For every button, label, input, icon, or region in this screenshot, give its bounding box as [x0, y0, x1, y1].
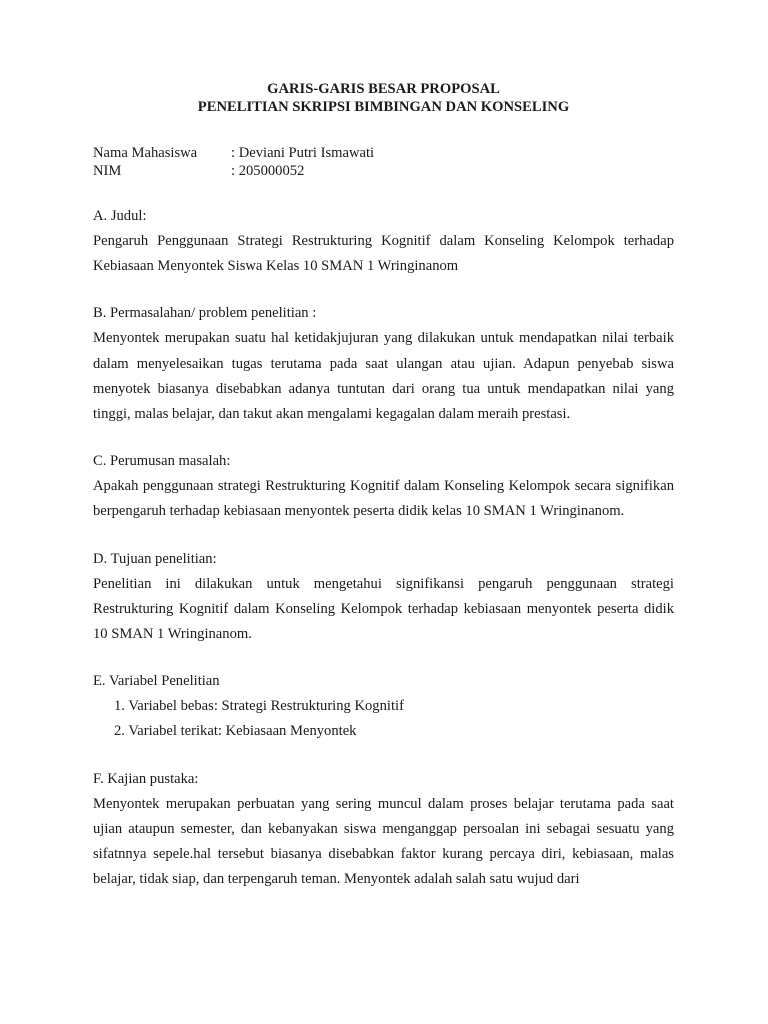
section-paragraph: Penelitian ini dilakukan untuk mengetahui signifikansi pengaruh penggunaan strategi Restrukturing Kognitif dalam Konseling Kelompok terhadap kebiasaan menyontek peserta didik 10 SMAN 1 Wringinanom.	[93, 575, 674, 643]
section-variabel	[93, 669, 674, 744]
list-item: 1. Variabel bebas: Strategi Restrukturing Kognitif	[114, 698, 404, 715]
section-kajian	[93, 767, 674, 893]
student-identity	[93, 144, 674, 180]
section-heading: E. Variabel Penelitian	[93, 673, 220, 690]
nim-value: : 205000052	[231, 163, 305, 179]
section-judul	[93, 204, 674, 279]
name-row	[93, 144, 674, 162]
section-paragraph: Menyontek merupakan suatu hal ketidakjujuran yang dilakukan untuk mendapatkan nilai terbaik dalam menyelesaikan tugas terutama pada saat ulangan atau ujian. Adapun penyebab siswa menyotek biasanya disebabkan adanya tuntutan dari orang tua untuk mendapatkan nilai yang tinggi, malas belajar, dan takut akan mengalami kegagalan dalam meraih prestasi.	[93, 330, 674, 423]
section-heading: C. Perumusan masalah:	[93, 453, 231, 470]
section-heading: A. Judul:	[93, 208, 147, 224]
section-heading: D. Tujuan penelitian:	[93, 550, 217, 567]
section-paragraph: Pengaruh Penggunaan Strategi Restrukturing Kognitif dalam Konseling Kelompok terhadap Kebiasaan Menyontek Siswa Kelas 10 SMAN 1 Wringinanom	[93, 233, 674, 275]
section-paragraph: Apakah penggunaan strategi Restrukturing Kognitif dalam Konseling Kelompok secara signifikan berpengaruh terhadap kebiasaan menyontek peserta didik kelas 10 SMAN 1 Wringinanom.	[93, 478, 674, 520]
title-line-1: GARIS-GARIS BESAR PROPOSAL	[267, 81, 500, 97]
document-title	[93, 80, 674, 116]
document-page	[93, 80, 674, 892]
section-perumusan	[93, 449, 674, 524]
nim-label: NIM	[93, 163, 122, 179]
list-item: 2. Variabel terikat: Kebiasaan Menyontek	[114, 723, 357, 740]
name-label: Nama Mahasiswa	[93, 145, 198, 161]
nim-row	[93, 162, 674, 180]
section-heading: F. Kajian pustaka:	[93, 770, 199, 787]
section-paragraph: Menyontek merupakan perbuatan yang sering muncul dalam proses belajar terutama pada saat ujian ataupun semester, dan kebanyakan siswa menganggap persoalan ini sebagai sesuatu yang sifatnnya sepele.hal tersebut biasanya disebabkan faktor kurang percaya diri, kebiasaan, malas belajar, tidak siap, dan terpengaruh teman. Menyontek adalah salah satu wujud dari	[93, 795, 674, 888]
name-value: : Deviani Putri Ismawati	[231, 145, 375, 161]
section-permasalahan	[93, 301, 674, 427]
section-heading: B. Permasalahan/ problem penelitian :	[93, 305, 317, 322]
variable-list	[93, 694, 674, 744]
section-tujuan	[93, 547, 674, 648]
title-line-2: PENELITIAN SKRIPSI BIMBINGAN DAN KONSELING	[197, 99, 570, 115]
